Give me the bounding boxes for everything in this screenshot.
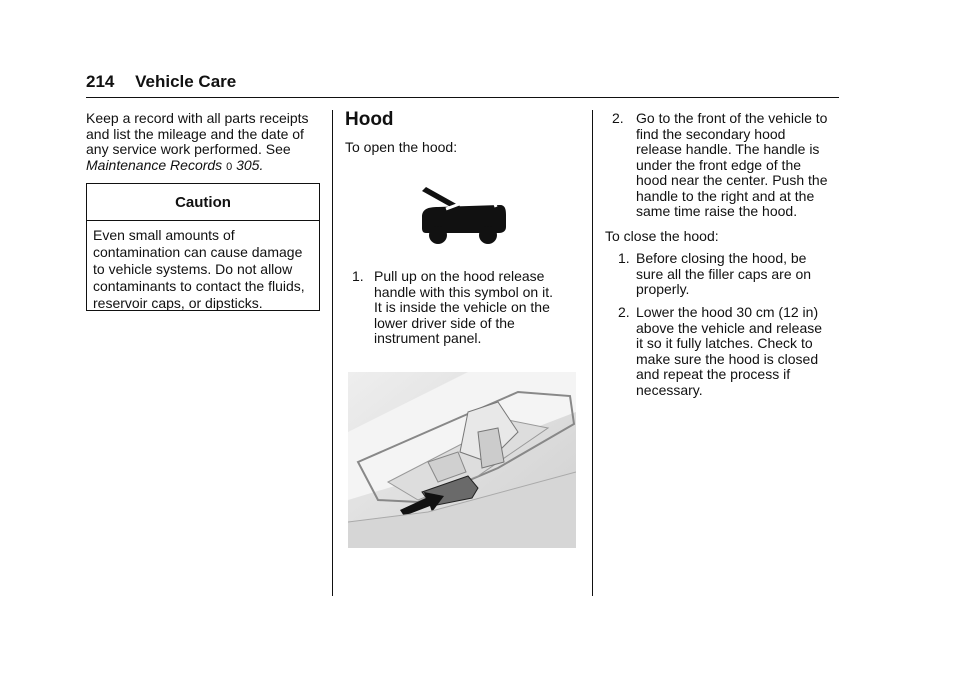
step-line: lower driver side of the [374, 314, 515, 331]
step-number: 1. [618, 250, 630, 266]
step-line: handle to the right and at the [636, 187, 815, 204]
step-line: make sure the hood is closed [636, 350, 819, 367]
hood-release-icon [416, 183, 508, 245]
maintenance-records-link[interactable]: Maintenance Records [86, 156, 223, 173]
step-line: Lower the hood 30 cm (12 in) [636, 304, 819, 320]
step-line: hood near the center. Push the [636, 172, 828, 188]
page-ref[interactable]: 305. [236, 156, 264, 173]
column-divider-left [332, 110, 333, 596]
step-line: Go to the front of the vehicle to [636, 110, 828, 126]
open-hood-intro: To open the hood: [345, 139, 458, 155]
close-step-2 [618, 305, 842, 398]
records-text: Keep a record with all parts receipts and list the mileage and the date of any service work performed. See [86, 110, 309, 157]
open-step-1 [352, 269, 580, 347]
caution-line: Even small amounts of [93, 227, 235, 243]
step-line: Before closing the hood, be [636, 250, 807, 266]
hood-heading: Hood [345, 109, 394, 130]
page-header [86, 72, 236, 92]
page-number: 214 [86, 72, 115, 91]
step-line: necessary. [636, 381, 703, 398]
step-line: it so it fully latches. Check to [636, 335, 813, 351]
step-line: find the secondary hood [636, 125, 786, 142]
secondary-hood-latch-illustration [348, 372, 576, 548]
step-line: same time raise the hood. [636, 203, 798, 219]
step-number: 2. [618, 304, 630, 320]
step-line: under the front edge of the [636, 156, 802, 173]
caution-body [87, 221, 319, 312]
page-ref-symbol: 0 [226, 160, 233, 173]
records-paragraph [86, 111, 322, 175]
open-step-2 [612, 111, 842, 220]
header-rule [86, 97, 839, 98]
step-line: Pull up on the hood release [374, 268, 545, 284]
step-line: release handle. The handle is [636, 141, 820, 157]
step-line: above the vehicle and release [636, 319, 823, 336]
step-line: instrument panel. [374, 330, 482, 346]
step-line: It is inside the vehicle on the [374, 299, 550, 315]
step-line: handle with this symbol on it. [374, 283, 553, 300]
step-line: and repeat the process if [636, 366, 791, 382]
caution-title: Caution [175, 194, 231, 211]
step-number: 1. [352, 268, 364, 284]
close-step-1 [618, 251, 842, 298]
step-line: properly. [636, 281, 690, 297]
section-title: Vehicle Care [135, 72, 237, 91]
column-divider-right [592, 110, 593, 596]
step-number: 2. [612, 110, 624, 126]
caution-box [86, 183, 320, 311]
caution-line: to vehicle systems. Do not allow [93, 261, 293, 277]
caution-line: contamination can cause damage [93, 244, 303, 260]
close-hood-intro: To close the hood: [605, 228, 719, 244]
caution-line: reservoir caps, or dipsticks. [93, 295, 263, 311]
caution-line: contaminants to contact the fluids, [93, 278, 305, 294]
step-line: sure all the filler caps are on [636, 265, 812, 282]
